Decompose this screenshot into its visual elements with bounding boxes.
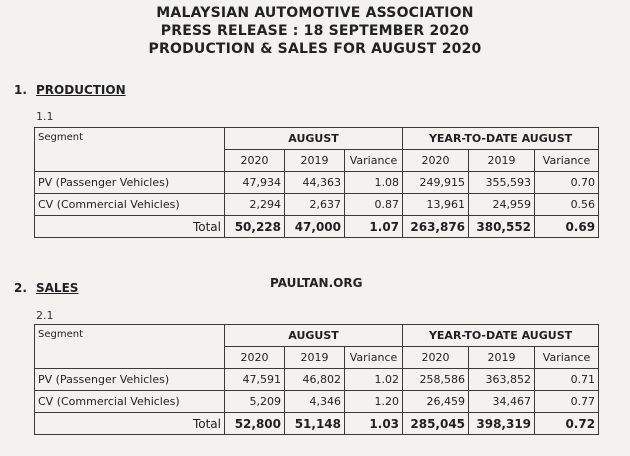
header-line-2: PRESS RELEASE : 18 SEPTEMBER 2020 <box>160 23 470 39</box>
cell-month-2020: 5,209 <box>225 391 285 413</box>
cell-ytd-variance: 0.77 <box>535 391 599 413</box>
table-row <box>35 391 599 413</box>
total-month-2020: 52,800 <box>225 413 285 435</box>
col-header-variance: Variance <box>535 150 599 172</box>
col-header-2019: 2019 <box>285 150 345 172</box>
header-line-1: MALAYSIAN AUTOMOTIVE ASSOCIATION <box>156 5 474 21</box>
row-segment: CV (Commercial Vehicles) <box>35 391 225 413</box>
col-header-2020: 2020 <box>403 150 469 172</box>
row-segment: PV (Passenger Vehicles) <box>35 369 225 391</box>
cell-month-2019: 2,637 <box>285 194 345 216</box>
group-header-month: AUGUST <box>225 325 403 347</box>
total-row <box>35 216 599 238</box>
segment-header: Segment <box>35 128 225 172</box>
col-header-2020: 2020 <box>225 150 285 172</box>
total-label: Total <box>35 413 225 435</box>
total-ytd-2019: 380,552 <box>469 216 535 238</box>
group-header-row <box>35 325 599 347</box>
total-row <box>35 413 599 435</box>
segment-header: Segment <box>35 325 225 369</box>
total-ytd-2020: 285,045 <box>403 413 469 435</box>
table-row <box>35 194 599 216</box>
total-ytd-variance: 0.72 <box>535 413 599 435</box>
group-header-row <box>35 128 599 150</box>
table-row <box>35 172 599 194</box>
subsection-label: 1.1 <box>36 110 54 123</box>
production-table <box>34 127 599 238</box>
cell-ytd-variance: 0.70 <box>535 172 599 194</box>
cell-ytd-2020: 26,459 <box>403 391 469 413</box>
cell-ytd-2019: 363,852 <box>469 369 535 391</box>
section-production-heading <box>14 83 126 97</box>
cell-month-2019: 46,802 <box>285 369 345 391</box>
cell-month-2019: 44,363 <box>285 172 345 194</box>
watermark: PAULTAN.ORG <box>270 276 363 290</box>
col-header-variance: Variance <box>535 347 599 369</box>
total-ytd-2020: 263,876 <box>403 216 469 238</box>
sales-table <box>34 324 599 435</box>
total-ytd-2019: 398,319 <box>469 413 535 435</box>
col-header-2019: 2019 <box>469 150 535 172</box>
row-segment: PV (Passenger Vehicles) <box>35 172 225 194</box>
table-row <box>35 369 599 391</box>
cell-month-2020: 47,934 <box>225 172 285 194</box>
group-header-month: AUGUST <box>225 128 403 150</box>
cell-month-variance: 1.08 <box>345 172 403 194</box>
total-month-variance: 1.07 <box>345 216 403 238</box>
total-month-variance: 1.03 <box>345 413 403 435</box>
cell-ytd-variance: 0.56 <box>535 194 599 216</box>
group-header-ytd: YEAR-TO-DATE AUGUST <box>403 325 599 347</box>
cell-ytd-2019: 24,959 <box>469 194 535 216</box>
cell-month-variance: 1.02 <box>345 369 403 391</box>
cell-month-2019: 4,346 <box>285 391 345 413</box>
col-header-2019: 2019 <box>469 347 535 369</box>
total-month-2019: 51,148 <box>285 413 345 435</box>
cell-month-variance: 0.87 <box>345 194 403 216</box>
section-title: PRODUCTION <box>36 83 126 97</box>
cell-month-variance: 1.20 <box>345 391 403 413</box>
cell-month-2020: 47,591 <box>225 369 285 391</box>
cell-ytd-2020: 249,915 <box>403 172 469 194</box>
section-number: 2. <box>14 281 27 295</box>
cell-ytd-variance: 0.71 <box>535 369 599 391</box>
cell-ytd-2019: 34,467 <box>469 391 535 413</box>
group-header-ytd: YEAR-TO-DATE AUGUST <box>403 128 599 150</box>
cell-ytd-2020: 13,961 <box>403 194 469 216</box>
col-header-2019: 2019 <box>285 347 345 369</box>
cell-ytd-2019: 355,593 <box>469 172 535 194</box>
total-label: Total <box>35 216 225 238</box>
total-month-2020: 50,228 <box>225 216 285 238</box>
section-title: SALES <box>36 281 79 295</box>
total-month-2019: 47,000 <box>285 216 345 238</box>
section-sales-heading <box>14 281 78 295</box>
col-header-2020: 2020 <box>225 347 285 369</box>
col-header-2020: 2020 <box>403 347 469 369</box>
header-line-3: PRODUCTION & SALES FOR AUGUST 2020 <box>148 41 482 57</box>
cell-ytd-2020: 258,586 <box>403 369 469 391</box>
cell-month-2020: 2,294 <box>225 194 285 216</box>
subsection-label: 2.1 <box>36 309 54 322</box>
col-header-variance: Variance <box>345 150 403 172</box>
total-ytd-variance: 0.69 <box>535 216 599 238</box>
col-header-variance: Variance <box>345 347 403 369</box>
row-segment: CV (Commercial Vehicles) <box>35 194 225 216</box>
section-number: 1. <box>14 83 27 97</box>
